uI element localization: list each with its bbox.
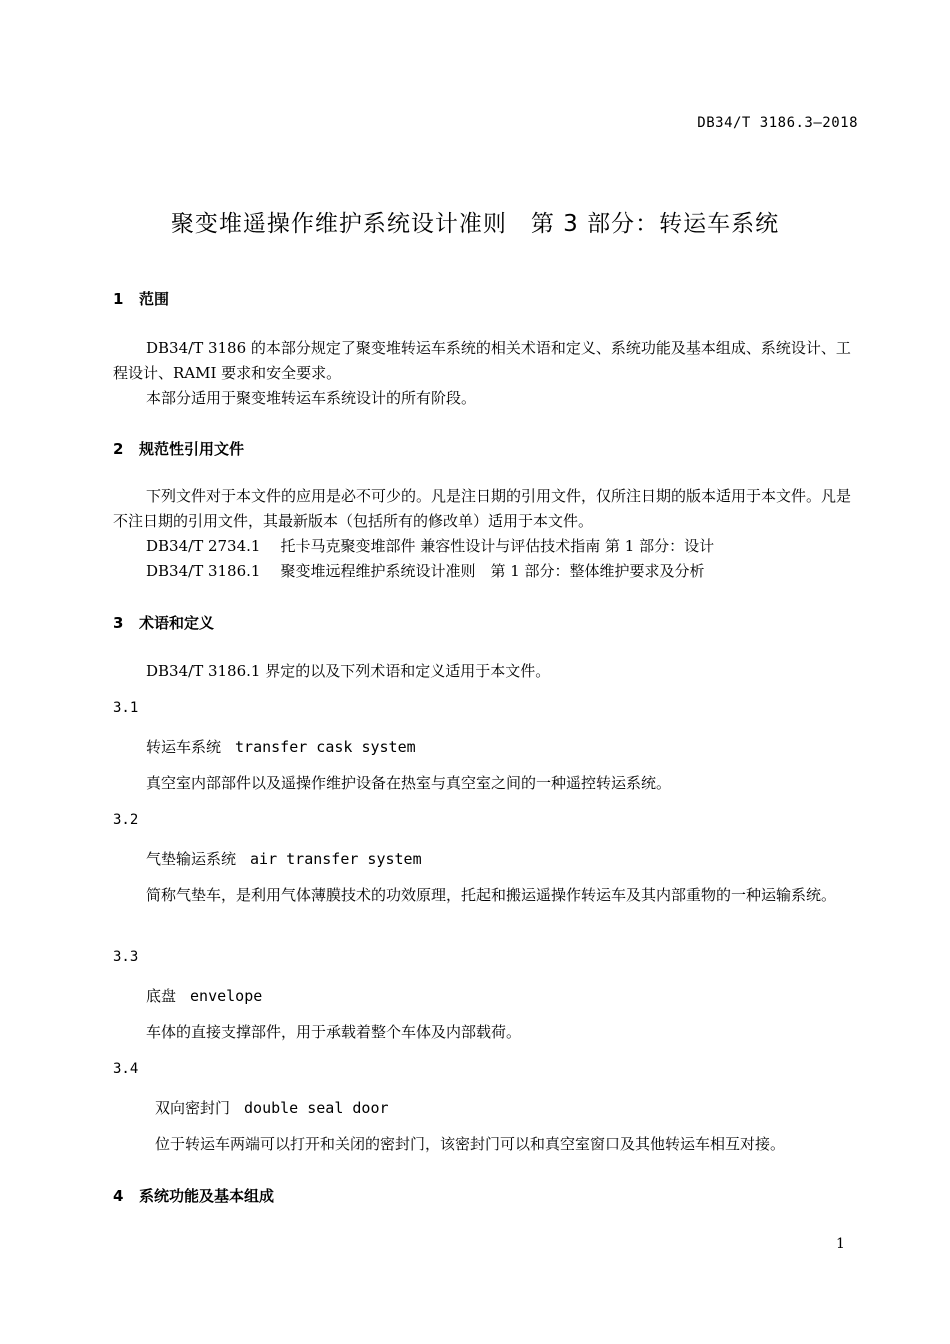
paragraph: DB34/T 3186 的本部分规定了聚变堆转运车系统的相关术语和定义、系统功能及基本组成、系统设计、工程设计、RAMI 要求和安全要求。	[113, 339, 851, 382]
paragraph: DB34/T 3186.1 界定的以及下列术语和定义适用于本文件。	[146, 662, 551, 680]
term-number: 3.3	[113, 949, 139, 965]
term-english: double seal door	[244, 1099, 389, 1117]
term-entry	[146, 848, 422, 869]
term-definition: 真空室内部部件以及遥操作维护设备在热室与真空室之间的一种遥控转运系统。	[146, 774, 672, 792]
page-number: 1	[836, 1236, 845, 1252]
term-english: transfer cask system	[235, 738, 416, 756]
section-title: 系统功能及基本组成	[139, 1187, 275, 1205]
term-chinese: 转运车系统	[146, 738, 222, 756]
reference-code: DB34/T 2734.1	[146, 537, 261, 555]
term-entry	[146, 985, 262, 1006]
document-code: DB34/T 3186.3—2018	[697, 115, 858, 131]
reference-title: 聚变堆远程维护系统设计准则 第 1 部分：整体维护要求及分析	[280, 562, 705, 580]
paragraph: 本部分适用于聚变堆转运车系统设计的所有阶段。	[146, 389, 477, 407]
reference-item	[146, 534, 714, 559]
paragraph: 下列文件对于本文件的应用是必不可少的。凡是注日期的引用文件，仅所注日期的版本适用于本文件。凡是不注日期的引用文件，其最新版本（包括所有的修改单）适用于本文件。	[113, 487, 852, 530]
term-chinese: 双向密封门	[155, 1099, 231, 1117]
term-definition: 车体的直接支撑部件，用于承载着整个车体及内部载荷。	[146, 1023, 522, 1041]
reference-code: DB34/T 3186.1	[146, 562, 261, 580]
section-number: 3	[113, 614, 124, 632]
term-number: 3.4	[113, 1061, 139, 1077]
term-entry	[155, 1097, 389, 1118]
reference-title: 托卡马克聚变堆部件 兼容性设计与评估技术指南 第 1 部分：设计	[280, 537, 715, 555]
term-english: air transfer system	[250, 850, 422, 868]
term-number: 3.1	[113, 700, 139, 716]
section-title: 范围	[139, 290, 170, 308]
term-definition: 简称气垫车，是利用气体薄膜技术的功效原理，托起和搬运遥操作转运车及其内部重物的一种运输系统。	[146, 886, 837, 904]
section-heading-1	[113, 288, 169, 309]
term-definition: 位于转运车两端可以打开和关闭的密封门，该密封门可以和真空室窗口及其他转运车相互对接。	[155, 1135, 786, 1153]
term-chinese: 底盘	[146, 987, 177, 1005]
section-heading-2	[113, 438, 244, 459]
section-number: 2	[113, 440, 124, 458]
reference-item	[146, 559, 705, 584]
term-number: 3.2	[113, 812, 139, 828]
section-title: 术语和定义	[139, 614, 215, 632]
term-chinese: 气垫输运系统	[146, 850, 237, 868]
term-english: envelope	[190, 987, 263, 1005]
section-title: 规范性引用文件	[139, 440, 245, 458]
term-entry	[146, 736, 416, 757]
section-number: 1	[113, 290, 124, 308]
document-title: 聚变堆遥操作维护系统设计准则 第 3 部分：转运车系统	[170, 211, 780, 237]
section-number: 4	[113, 1187, 124, 1205]
section-heading-3	[113, 612, 214, 633]
section-heading-4	[113, 1185, 274, 1206]
